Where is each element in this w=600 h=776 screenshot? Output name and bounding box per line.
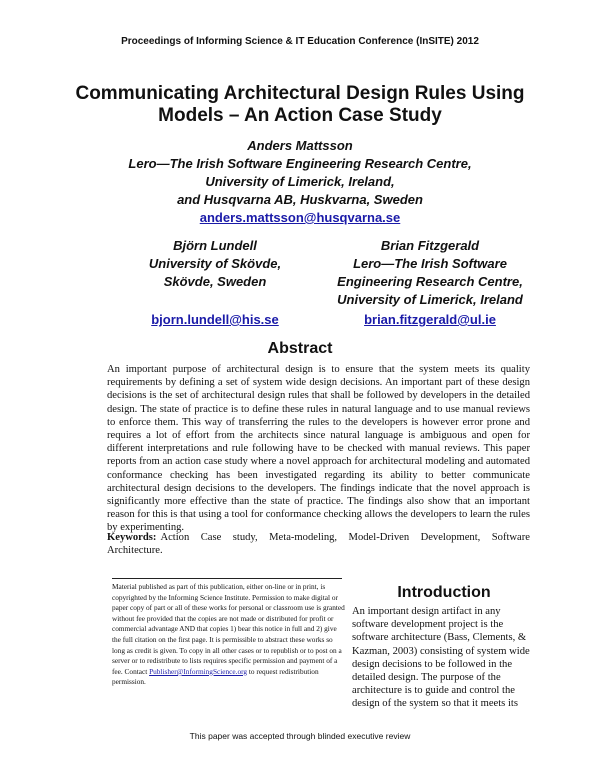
author-email-row xyxy=(110,311,320,329)
footnote-text: to request redistribution permission. xyxy=(112,666,319,687)
author-affiliation: University of Skövde, xyxy=(148,256,282,271)
author-block-lundell xyxy=(110,237,320,291)
introduction-text: An important design artifact in any software development project is the software architecture (Bass, Clements, & Kazman, 2003) consisting of system wide design decisions to be followed in the detailed design. The purpose of the architecture is to guide and control the design of the system so that it meets its xyxy=(352,606,530,710)
author-affiliation: and Husqvarna AB, Huskvarna, Sweden xyxy=(177,192,423,207)
running-head: Proceedings of Informing Science & IT Education Conference (InSITE) 2012 xyxy=(121,36,479,47)
introduction-heading: Introduction xyxy=(397,584,491,601)
author-email-row xyxy=(0,209,600,227)
footnote-rule xyxy=(112,578,342,579)
author-email-link[interactable]: bjorn.lundell@his.se xyxy=(151,312,279,327)
author-email-link[interactable]: brian.fitzgerald@ul.ie xyxy=(364,312,496,327)
author-block-fitzgerald xyxy=(315,237,545,309)
review-note: This paper was accepted through blinded executive review xyxy=(189,731,411,741)
author-affiliation: University of Limerick, Ireland xyxy=(337,292,523,307)
abstract-heading: Abstract xyxy=(267,340,333,357)
author-affiliation: Lero—The Irish Software Engineering Research Centre, xyxy=(128,156,472,171)
paper-title-line-1: Communicating Architectural Design Rules Using xyxy=(75,83,525,104)
author-block-mattsson xyxy=(60,137,540,209)
author-affiliation: Lero—The Irish Software xyxy=(353,256,507,271)
author-affiliation: Skövde, Sweden xyxy=(163,274,267,289)
author-email-link[interactable]: anders.mattsson@husqvarna.se xyxy=(199,210,401,225)
paper-title-line-2: Models – An Action Case Study xyxy=(158,105,442,126)
author-email-row xyxy=(315,311,545,329)
keywords xyxy=(107,531,530,557)
author-name: Anders Mattsson xyxy=(247,138,353,153)
abstract-text: An important purpose of architectural design is to ensure that the system meets its quality requirements by defining a set of system wide design decisions. An important part of these design decisions is the set of architectural design rules that shall be followed by developers in the detailed design. The state of practice is to define these rules in natural language and to use manual reviews to enforce them. This way of transferring the rules to the developers is however error prone and requires a lot of effort from the architects since natural language is ambiguous and open for different interpretations and rule following have to be checked with manual reviews. This paper reports from an action case study where a novel approach for architectural modeling and automated conformance checking has been investigated regarding its ability to better communicate architectural design decisions to the developers. The findings indicate that the novel approach is significantly more effective than the state of practice. The findings also show that an important reason for this is that using a tool for conformance checking allows the developers to learn the rules by experimenting. xyxy=(107,364,530,534)
author-name: Brian Fitzgerald xyxy=(380,238,480,253)
author-affiliation: University of Limerick, Ireland, xyxy=(205,174,395,189)
author-name: Björn Lundell xyxy=(173,238,257,253)
publisher-email-link[interactable]: Publisher@InformingScience.org xyxy=(149,666,248,676)
keywords-text: Action Case study, Meta-modeling, Model-Driven Development, Software Architecture. xyxy=(107,532,530,557)
keywords-label: Keywords: xyxy=(107,532,157,543)
footnote-text: Material published as part of this publication, either on-line or in print, is copyrighted by the Informing Science Institute. Permission to make digital or paper copy of part or all of these works for personal or classroom use is granted without fee provided that the copies are not made or distributed for profit or commercial advantage AND that copies 1) bear this notice in full and 2) give the full citation on the first page. It is permissible to abstract these works so long as credit is given. To copy in all other cases or to republish or to post on a server or to redistribute to lists requires specific permission and payment of a fee. Contact xyxy=(112,582,345,676)
author-affiliation: Engineering Research Centre, xyxy=(337,274,523,289)
paper-title xyxy=(60,83,540,127)
copyright-footnote xyxy=(112,582,347,688)
